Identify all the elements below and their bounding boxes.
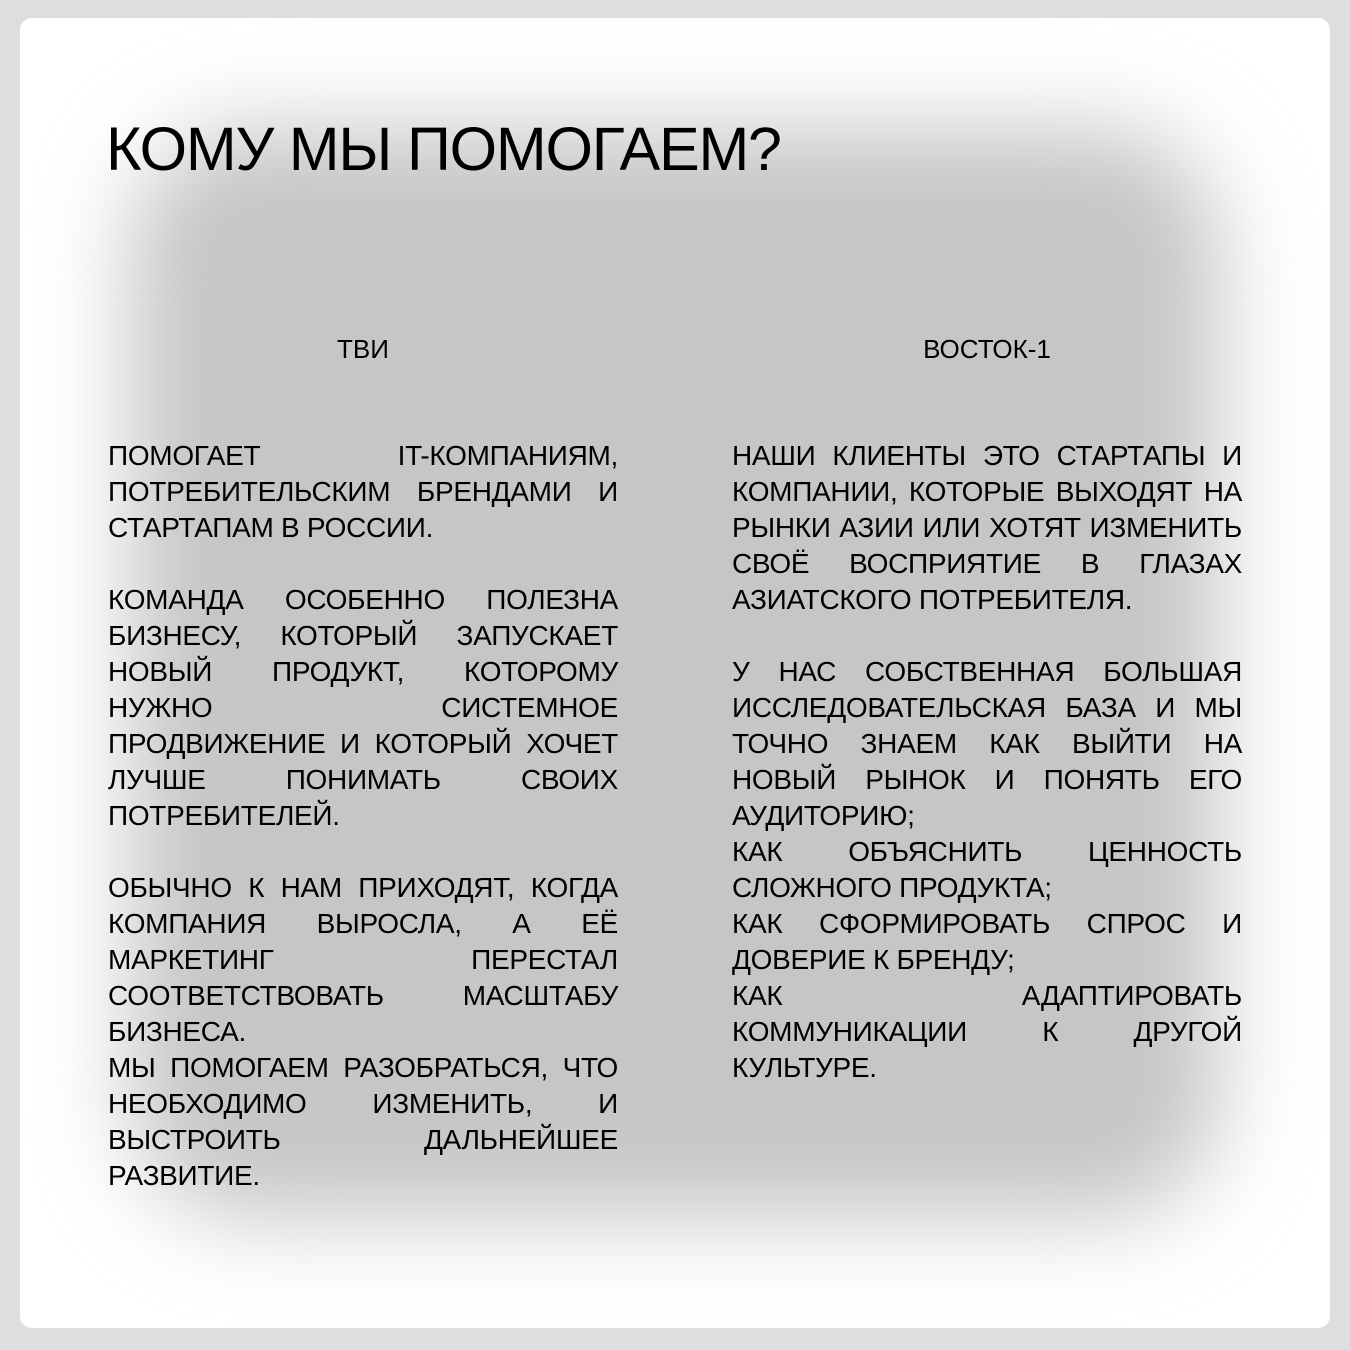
right-paragraph-4: КАК СФОРМИРОВАТЬ СПРОС И ДОВЕРИЕ К БРЕНДУ; xyxy=(732,908,1242,975)
right-column-heading: ВОСТОК-1 xyxy=(923,334,1051,364)
left-paragraph-3: ОБЫЧНО К НАМ ПРИХОДЯТ, КОГДА КОМПАНИЯ ВЫРОСЛА, А ЕЁ МАРКЕТИНГ ПЕРЕСТАЛ СООТВЕТСТВОВАТЬ МАСШТАБУ БИЗНЕСА. xyxy=(108,872,618,1047)
left-paragraph-1: ПОМОГАЕТ IT-КОМПАНИЯМ, ПОТРЕБИТЕЛЬСКИМ БРЕНДАМИ И СТАРТАПАМ В РОССИИ. xyxy=(108,440,618,543)
left-column-text xyxy=(108,438,618,1194)
right-column-text xyxy=(732,438,1242,1086)
page-title: КОМУ МЫ ПОМОГАЕМ? xyxy=(106,115,781,183)
slide-card xyxy=(20,18,1330,1328)
right-paragraph-5: КАК АДАПТИРОВАТЬ КОММУНИКАЦИИ К ДРУГОЙ КУЛЬТУРЕ. xyxy=(732,980,1242,1083)
right-paragraph-1: НАШИ КЛИЕНТЫ ЭТО СТАРТАПЫ И КОМПАНИИ, КОТОРЫЕ ВЫХОДЯТ НА РЫНКИ АЗИИ ИЛИ ХОТЯТ ИЗМЕНИТЬ СВОЁ ВОСПРИЯТИЕ В ГЛАЗАХ АЗИАТСКОГО ПОТРЕБИТЕЛЯ. xyxy=(732,440,1242,615)
left-paragraph-2: КОМАНДА ОСОБЕННО ПОЛЕЗНА БИЗНЕСУ, КОТОРЫЙ ЗАПУСКАЕТ НОВЫЙ ПРОДУКТ, КОТОРОМУ НУЖНО СИСТЕМНОЕ ПРОДВИЖЕНИЕ И КОТОРЫЙ ХОЧЕТ ЛУЧШЕ ПОНИМАТЬ СВОИХ ПОТРЕБИТЕЛЕЙ. xyxy=(108,584,618,831)
left-column-heading: ТВИ xyxy=(337,334,389,364)
right-paragraph-2: У НАС СОБСТВЕННАЯ БОЛЬШАЯ ИССЛЕДОВАТЕЛЬСКАЯ БАЗА И МЫ ТОЧНО ЗНАЕМ КАК ВЫЙТИ НА НОВЫЙ РЫНОК И ПОНЯТЬ ЕГО АУДИТОРИЮ; xyxy=(732,656,1242,831)
right-paragraph-3: КАК ОБЪЯСНИТЬ ЦЕННОСТЬ СЛОЖНОГО ПРОДУКТА; xyxy=(732,836,1242,903)
left-paragraph-4: МЫ ПОМОГАЕМ РАЗОБРАТЬСЯ, ЧТО НЕОБХОДИМО ИЗМЕНИТЬ, И ВЫСТРОИТЬ ДАЛЬНЕЙШЕЕ РАЗВИТИЕ. xyxy=(108,1052,618,1191)
